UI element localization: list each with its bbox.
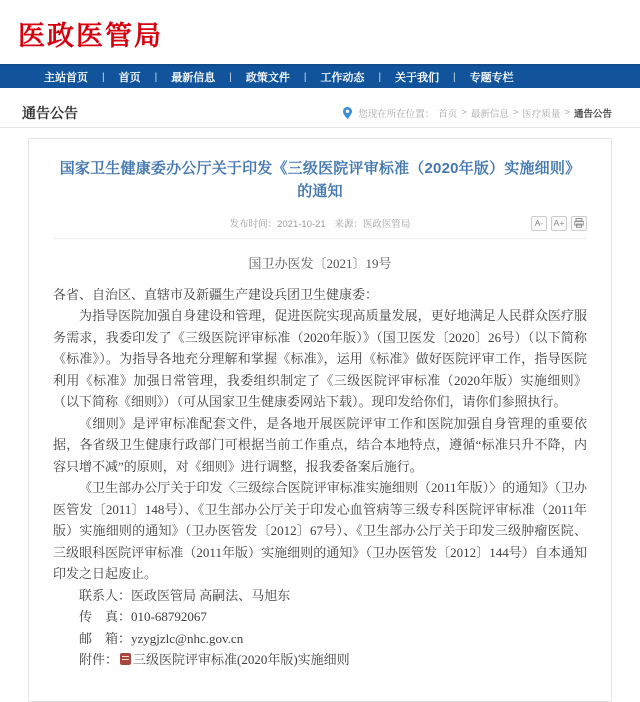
meta-divider xyxy=(53,238,587,239)
nav-item-work-trends[interactable]: 工作动态 xyxy=(320,72,365,84)
attachment-row xyxy=(53,649,587,671)
breadcrumb-item-latest-info[interactable]: 最新信息 xyxy=(470,108,509,120)
article-title: 国家卫生健康委办公厅关于印发《三级医院评审标准（2020年版）实施细则》的通知 xyxy=(59,160,581,201)
nav-item-about-us[interactable]: 关于我们 xyxy=(395,72,440,84)
nav-separator: | xyxy=(102,71,105,83)
body-paragraph: 《卫生部办公厅关于印发〈三级综合医院评审标准实施细则（2011年版）〉的通知》（卫办医管发〔2011〕148号）、《卫生部办公厅关于印发心血管病等三级专科医院评审标准（2011年版）实施细则的通知》（卫办医管发〔2012〕67号）、《卫生部办公厅关于印发三级肿瘤医院、三级眼科医院评审标准（2011年版）实施细则的通知》（卫办医管发〔2012〕144号）自本通知印发之日起废止。 xyxy=(53,480,587,581)
nav-separator: | xyxy=(453,71,456,83)
body-paragraph: 《细则》是评审标准配套文件，是各地开展医院评审工作和医院加强自身管理的重要依据，各省级卫生健康行政部门可根据当前工作重点，结合本地特点，遵循“标准只升不降，内容只增不减”的原则，对《细则》进行调整，报我委备案后施行。 xyxy=(53,415,587,474)
attachment-link[interactable]: 三级医院评审标准(2020年版)实施细则 xyxy=(133,652,350,667)
font-decrease-button[interactable]: A- xyxy=(531,216,547,231)
email-line: 邮 箱：yzygjzlc@nhc.gov.cn xyxy=(79,630,244,646)
nav-item-home[interactable]: 首页 xyxy=(118,72,141,84)
breadcrumb-strip xyxy=(0,98,640,128)
article-source: 来源：医政医管局 xyxy=(334,218,411,230)
publish-date: 发布时间：2021-10-21 xyxy=(229,218,326,230)
breadcrumb-location-label: 您现在所在位置： xyxy=(358,108,435,120)
nav-item-main-home[interactable]: 主站首页 xyxy=(44,72,88,84)
article-body xyxy=(53,284,587,671)
font-increase-button[interactable]: A+ xyxy=(551,216,567,231)
location-pin-icon xyxy=(343,107,352,119)
contact-person-line: 联系人：医政医管局 高嗣法、马旭东 xyxy=(79,587,291,603)
article-meta-row xyxy=(53,216,587,234)
breadcrumb-separator: > xyxy=(564,107,570,118)
breadcrumb-item-medical-quality[interactable]: 医疗质量 xyxy=(522,108,561,120)
article-container xyxy=(28,138,612,702)
breadcrumb-current: 通告公告 xyxy=(573,108,612,120)
section-title: 通告公告 xyxy=(22,104,78,121)
document-number: 国卫办医发〔2021〕19号 xyxy=(248,255,392,271)
article-meta xyxy=(53,216,587,234)
site-logo: 医政医管局 xyxy=(18,21,163,51)
salutation-paragraph: 各省、自治区、直辖市及新疆生产建设兵团卫生健康委： xyxy=(53,286,379,302)
body-paragraph: 为指导医院加强自身建设和管理，促进医院实现高质量发展，更好地满足人民群众医疗服务需求，我委印发了《三级医院评审标准（2020年版）》（国卫医发〔2020〕26号）（以下简称《标准》）。为指导各地充分理解和掌握《标准》，运用《标准》做好医院评审工作，指导医院利用《标准》加强日常管理，我委组织制定了《三级医院评审标准（2020年版）实施细则》（以下简称《细则》）（可从国家卫生健康委网站下载）。现印发给你们，请你们参照执行。 xyxy=(53,308,587,409)
nav-item-latest-info[interactable]: 最新信息 xyxy=(171,72,216,84)
breadcrumb-separator: > xyxy=(512,107,519,118)
article-tools xyxy=(531,216,587,231)
site-header xyxy=(0,0,640,64)
nav-item-policy-documents[interactable]: 政策文件 xyxy=(245,72,290,84)
main-nav xyxy=(0,64,640,88)
nav-separator: | xyxy=(229,71,232,83)
fax-line: 传 真：010-68792067 xyxy=(79,609,207,624)
nav-separator: | xyxy=(303,71,307,83)
print-button[interactable] xyxy=(571,216,587,231)
printer-icon xyxy=(574,218,584,228)
word-document-icon xyxy=(120,653,131,665)
breadcrumb-separator: > xyxy=(461,107,467,118)
breadcrumb xyxy=(343,106,612,120)
attachment-label: 附件： xyxy=(79,652,119,667)
breadcrumb-item-home[interactable]: 首页 xyxy=(438,108,458,120)
nav-separator: | xyxy=(154,71,158,83)
nav-item-special-topics[interactable]: 专题专栏 xyxy=(469,72,514,84)
nav-separator: | xyxy=(378,71,382,83)
